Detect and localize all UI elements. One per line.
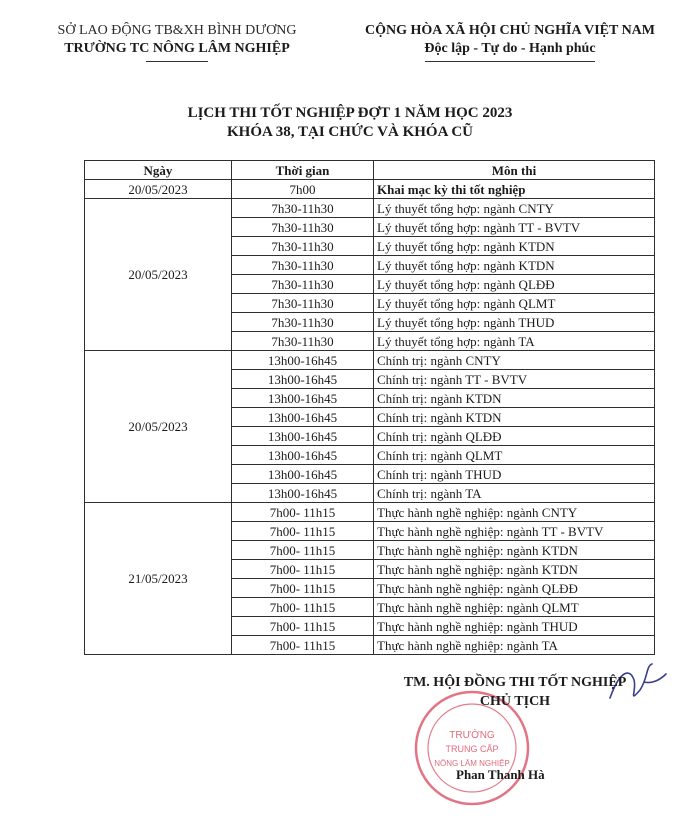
national-motto: Độc lập - Tự do - Hạnh phúc — [424, 41, 596, 56]
chair-title: CHỦ TỊCH — [479, 694, 551, 709]
header-underline — [146, 61, 208, 62]
header-subject: Môn thi — [374, 161, 655, 180]
row-time: 7h00- 11h15 — [232, 541, 374, 560]
motto-underline — [425, 61, 595, 62]
svg-text:TRUNG CẤP: TRUNG CẤP — [445, 744, 499, 754]
exam-schedule-table — [84, 160, 655, 655]
opening-row — [85, 180, 655, 199]
group-date-3: 21/05/2023 — [85, 503, 232, 655]
row-time: 7h30-11h30 — [232, 237, 374, 256]
row-time: 7h00- 11h15 — [232, 503, 374, 522]
row-time: 7h30-11h30 — [232, 313, 374, 332]
council-title: TM. HỘI ĐỒNG THI TỐT NGHIỆP — [403, 675, 627, 690]
svg-text:NÔNG LÂM NGHIỆP: NÔNG LÂM NGHIỆP — [434, 759, 510, 768]
school-name: TRƯỜNG TC NÔNG LÂM NGHIỆP — [64, 41, 290, 56]
row-time: 13h00-16h45 — [232, 370, 374, 389]
row-time: 7h00- 11h15 — [232, 522, 374, 541]
title-line-1: LỊCH THI TỐT NGHIỆP ĐỢT 1 NĂM HỌC 2023 — [187, 105, 513, 121]
opening-subject: Khai mạc kỳ thi tốt nghiệp — [374, 180, 655, 199]
row-time: 13h00-16h45 — [232, 465, 374, 484]
header-date: Ngày — [85, 161, 232, 180]
row-time: 7h30-11h30 — [232, 332, 374, 351]
row-subject: Lý thuyết tổng hợp: ngành TA — [374, 332, 655, 351]
header-time: Thời gian — [232, 161, 374, 180]
row-subject: Chính trị: ngành QLMT — [374, 446, 655, 465]
row-time: 13h00-16h45 — [232, 408, 374, 427]
row-subject: Chính trị: ngành KTDN — [374, 389, 655, 408]
opening-date: 20/05/2023 — [85, 180, 232, 199]
row-time: 7h30-11h30 — [232, 256, 374, 275]
national-title: CỘNG HÒA XÃ HỘI CHỦ NGHĨA VIỆT NAM — [364, 23, 655, 38]
table-row — [85, 199, 655, 218]
table-row — [85, 503, 655, 522]
row-subject: Thực hành nghề nghiệp: ngành TT - BVTV — [374, 522, 655, 541]
row-subject: Thực hành nghề nghiệp: ngành KTDN — [374, 541, 655, 560]
row-subject: Thực hành nghề nghiệp: ngành THUD — [374, 617, 655, 636]
signer-name: Phan Thanh Hà — [456, 767, 545, 782]
row-subject: Thực hành nghề nghiệp: ngành TA — [374, 636, 655, 655]
opening-time: 7h00 — [232, 180, 374, 199]
row-time: 13h00-16h45 — [232, 351, 374, 370]
row-time: 13h00-16h45 — [232, 389, 374, 408]
national-header — [340, 22, 680, 62]
row-subject: Lý thuyết tổng hợp: ngành QLĐĐ — [374, 275, 655, 294]
group-date-2: 20/05/2023 — [85, 351, 232, 503]
row-subject: Lý thuyết tổng hợp: ngành TT - BVTV — [374, 218, 655, 237]
row-time: 13h00-16h45 — [232, 427, 374, 446]
row-subject: Lý thuyết tổng hợp: ngành KTDN — [374, 256, 655, 275]
group-date-1: 20/05/2023 — [85, 199, 232, 351]
row-subject: Chính trị: ngành TA — [374, 484, 655, 503]
table-row — [85, 351, 655, 370]
row-time: 7h00- 11h15 — [232, 560, 374, 579]
row-subject: Lý thuyết tổng hợp: ngành QLMT — [374, 294, 655, 313]
row-time: 7h30-11h30 — [232, 294, 374, 313]
row-time: 13h00-16h45 — [232, 484, 374, 503]
svg-text:TRƯỜNG: TRƯỜNG — [449, 730, 495, 741]
row-time: 7h30-11h30 — [232, 275, 374, 294]
row-time: 7h00- 11h15 — [232, 636, 374, 655]
department-name: SỞ LAO ĐỘNG TB&XH BÌNH DƯƠNG — [57, 23, 297, 38]
row-time: 7h00- 11h15 — [232, 579, 374, 598]
row-subject: Lý thuyết tổng hợp: ngành CNTY — [374, 199, 655, 218]
row-time: 13h00-16h45 — [232, 446, 374, 465]
row-subject: Chính trị: ngành QLĐĐ — [374, 427, 655, 446]
document-title — [60, 104, 640, 142]
row-subject: Thực hành nghề nghiệp: ngành QLMT — [374, 598, 655, 617]
row-subject: Chính trị: ngành CNTY — [374, 351, 655, 370]
row-subject: Chính trị: ngành THUD — [374, 465, 655, 484]
issuer-header — [22, 22, 332, 62]
row-time: 7h30-11h30 — [232, 218, 374, 237]
row-time: 7h00- 11h15 — [232, 617, 374, 636]
row-subject: Thực hành nghề nghiệp: ngành KTDN — [374, 560, 655, 579]
row-time: 7h00- 11h15 — [232, 598, 374, 617]
row-subject: Thực hành nghề nghiệp: ngành CNTY — [374, 503, 655, 522]
signature-block — [380, 673, 650, 711]
row-time: 7h30-11h30 — [232, 199, 374, 218]
table-header-row — [85, 161, 655, 180]
row-subject: Chính trị: ngành TT - BVTV — [374, 370, 655, 389]
row-subject: Thực hành nghề nghiệp: ngành QLĐĐ — [374, 579, 655, 598]
row-subject: Lý thuyết tổng hợp: ngành THUD — [374, 313, 655, 332]
row-subject: Lý thuyết tổng hợp: ngành KTDN — [374, 237, 655, 256]
title-line-2: KHÓA 38, TẠI CHỨC VÀ KHÓA CŨ — [227, 124, 473, 140]
row-subject: Chính trị: ngành KTDN — [374, 408, 655, 427]
